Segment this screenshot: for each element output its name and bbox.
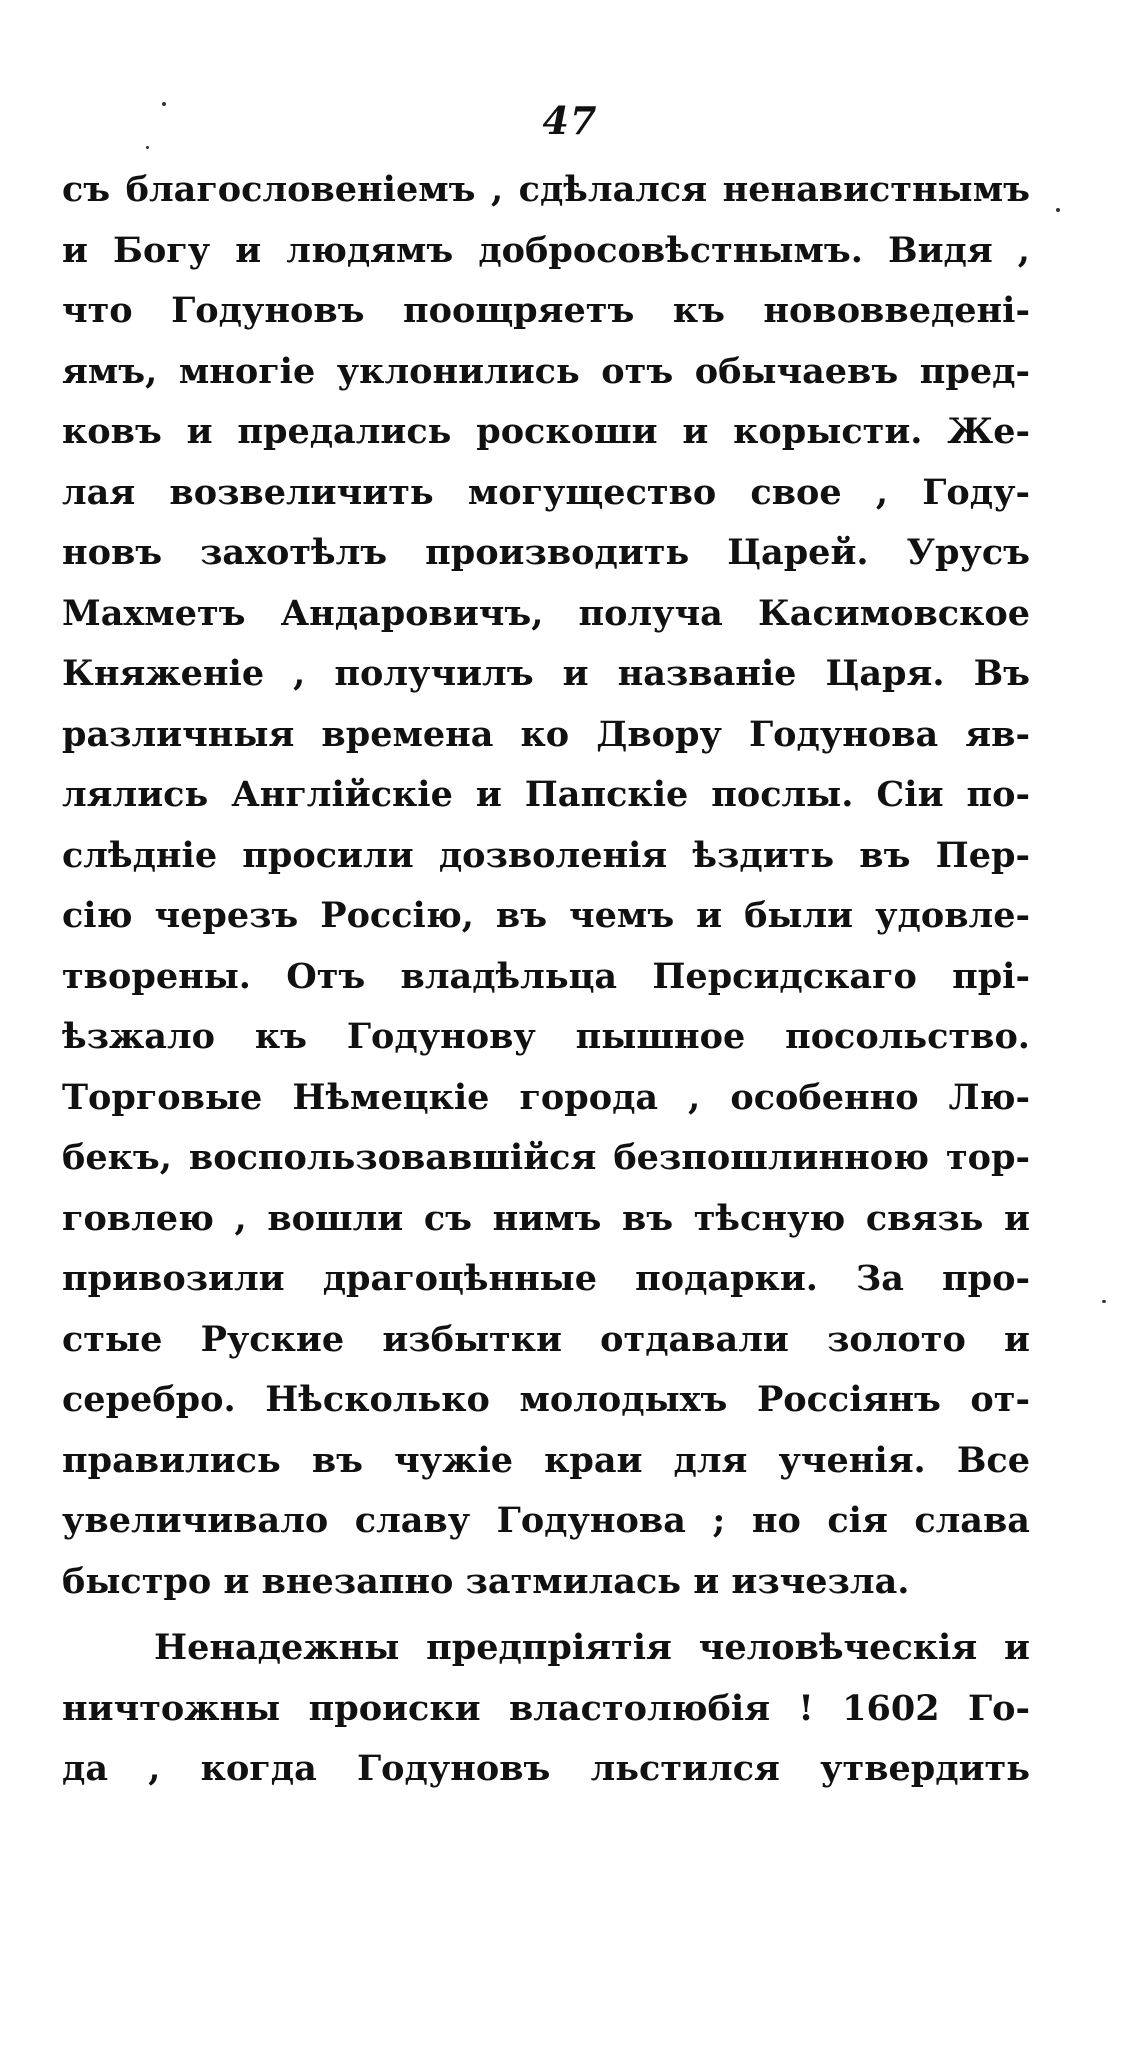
text-line: ѣзжало къ Годунову пышное посольство.: [62, 1016, 1030, 1057]
text-line: Княженіе , получилъ и названіе Царя. Въ: [62, 653, 1030, 694]
text-line: что Годуновъ поощряетъ къ нововведені-: [62, 290, 1030, 331]
text-line: да , когда Годуновъ льстился утвердить: [62, 1748, 1030, 1789]
print-speck: [1056, 208, 1060, 212]
text-line: привозили драгоцѣнные подарки. За про-: [62, 1258, 1030, 1299]
page-number: 47: [542, 98, 598, 143]
text-line: говлею , вошли съ нимъ въ тѣсную связь и: [62, 1197, 1030, 1239]
text-line: серебро. Нѣсколько молодыхъ Россіянъ от-: [62, 1379, 1030, 1420]
print-speck: [146, 146, 149, 149]
text-line: ничтожны происки властолюбія ! 1602 Го-: [62, 1687, 1030, 1729]
text-line: различныя времена ко Двору Годунова яв-: [62, 713, 1030, 755]
text-line: и Богу и людямъ добросовѣстнымъ. Видя ,: [62, 229, 1030, 271]
text-line: творены. Отъ владѣльца Персидскаго прі-: [62, 955, 1030, 997]
text-line: сію черезъ Россію, въ чемъ и были удовле-: [62, 895, 1030, 936]
print-speck: [1102, 1300, 1106, 1303]
text-line: правились въ чужіе краи для ученія. Все: [62, 1439, 1030, 1481]
text-line: лялись Англійскіе и Папскіе послы. Сіи по-: [62, 774, 1030, 815]
text-line: съ благословеніемъ , сдѣлался ненавистнымъ: [62, 169, 1030, 210]
text-line: бекъ, воспользовавшійся безпошлинною тор-: [62, 1137, 1030, 1178]
text-line: быстро и внезапно затмилась и изчезла.: [62, 1560, 910, 1602]
text-line: лая возвеличить могущество свое , Году-: [62, 471, 1030, 513]
text-line: Торговые Нѣмецкіе города , особенно Лю-: [62, 1076, 1030, 1118]
text-line: слѣдніе просили дозволенія ѣздить въ Пер-: [62, 834, 1030, 876]
text-line: увеличивало славу Годунова ; но сія слава: [62, 1500, 1030, 1541]
text-line: ямъ, многіе уклонились отъ обычаевъ пред-: [62, 350, 1030, 392]
text-line: Ненадежны предпріятія человѣческія и: [154, 1627, 1030, 1668]
text-line: ковъ и предались роскоши и корысти. Же-: [62, 411, 1030, 452]
body-text: [62, 160, 1030, 1800]
print-speck: [162, 102, 166, 106]
text-line: Махметъ Андаровичъ, получа Касимовское: [62, 592, 1030, 634]
text-line: новъ захотѣлъ производить Царей. Урусъ: [62, 532, 1030, 573]
text-line: стые Руские избытки отдавали золото и: [62, 1318, 1030, 1360]
